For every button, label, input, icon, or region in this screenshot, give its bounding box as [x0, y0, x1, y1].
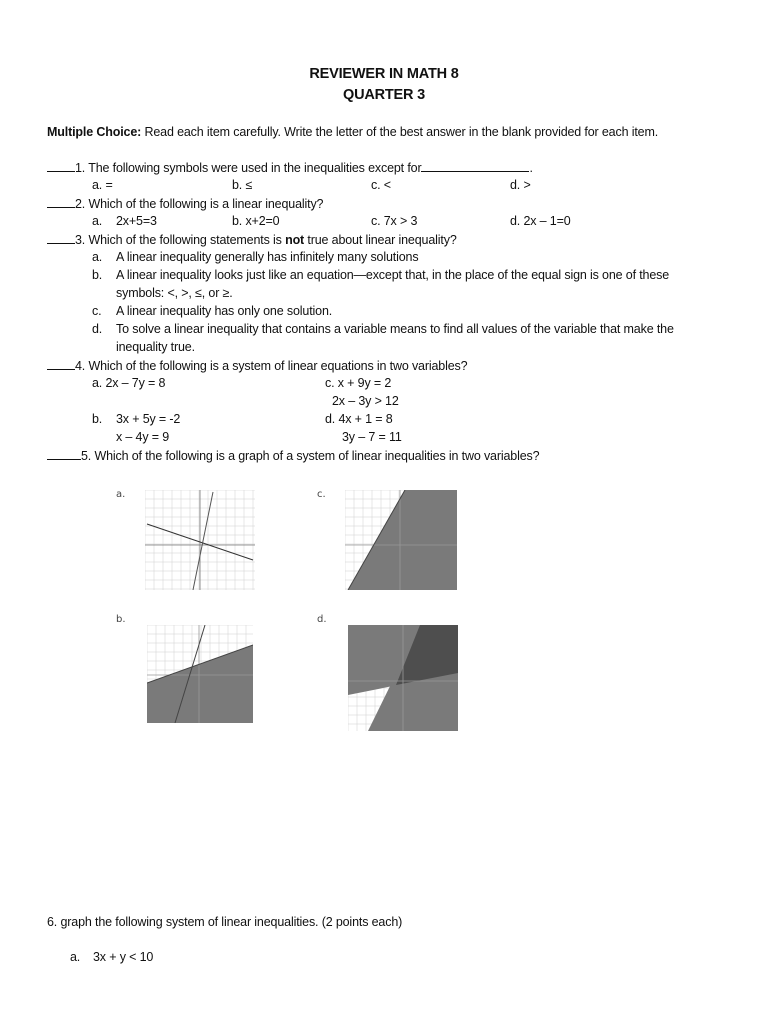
q3-option-b-cont: symbols: <, >, ≤, or ≥.	[116, 286, 233, 300]
question-1-end: .	[529, 161, 533, 175]
page-subtitle: QUARTER 3	[343, 87, 425, 103]
q3-option-b: A linear inequality looks just like an equation—except that, in the place of the equal sign is one of these	[116, 268, 670, 282]
q3-option-a-letter: a.	[92, 250, 103, 264]
fill-blank	[421, 159, 529, 172]
q3-option-d-letter: d.	[92, 322, 103, 336]
graph-a	[145, 490, 255, 590]
graph-a-label: a.	[116, 489, 126, 500]
question-3-emphasis: not	[285, 233, 305, 247]
q4-option-b-line2: x – 4y = 9	[116, 430, 170, 444]
q2-option-b: b. x+2=0	[232, 214, 280, 228]
graph-d-label: d.	[317, 614, 327, 625]
answer-blank[interactable]	[47, 447, 81, 460]
q3-option-c: A linear inequality has only one solution.	[116, 304, 333, 318]
question-3-stem-end: true about linear inequality?	[307, 233, 457, 247]
question-2	[47, 195, 323, 213]
q4-option-c-line1: c. x + 9y = 2	[325, 376, 392, 390]
question-2-stem: 2. Which of the following is a linear inequality?	[75, 197, 324, 211]
q4-option-d-line1: d. 4x + 1 = 8	[325, 412, 393, 426]
graph-b-shaded-region	[147, 645, 253, 723]
q1-option-a: a. =	[92, 178, 113, 192]
question-6: 6. graph the following system of linear inequalities. (2 points each)	[47, 915, 403, 929]
q3-option-d: To solve a linear inequality that contains a variable means to find all values of the variable that make the	[116, 322, 674, 336]
instructions-text: Read each item carefully. Write the letter of the best answer in the blank provided for each item.	[144, 125, 659, 139]
question-3	[47, 231, 457, 249]
question-4-stem: 4. Which of the following is a system of linear equations in two variables?	[75, 359, 468, 373]
graph-b-label: b.	[116, 614, 126, 625]
graph-b	[147, 625, 253, 723]
question-1-stem: 1. The following symbols were used in the inequalities except for	[75, 161, 422, 175]
q4-option-b-letter: b.	[92, 412, 103, 426]
graph-c-shaded-region	[348, 490, 457, 590]
graph-c	[345, 490, 457, 590]
graph-c-label: c.	[317, 489, 326, 500]
q3-option-c-letter: c.	[92, 304, 102, 318]
q4-option-d-line2: 3y – 7 = 11	[342, 430, 402, 444]
q6-item-a: 3x + y < 10	[93, 950, 154, 964]
q1-option-c: c. <	[371, 178, 391, 192]
q3-option-b-letter: b.	[92, 268, 103, 282]
answer-blank[interactable]	[47, 231, 75, 244]
q4-option-c-line2: 2x – 3y > 12	[332, 394, 399, 408]
question-4	[47, 357, 467, 375]
graph-d	[348, 625, 458, 731]
answer-blank[interactable]	[47, 195, 75, 208]
answer-blank[interactable]	[47, 357, 75, 370]
answer-blank[interactable]	[47, 159, 75, 172]
q3-option-a: A linear inequality generally has infinitely many solutions	[116, 250, 419, 264]
q2-option-d: d. 2x – 1=0	[510, 214, 571, 228]
q2-option-a: 2x+5=3	[116, 214, 157, 228]
q4-option-a: a. 2x – 7y = 8	[92, 376, 166, 390]
q1-option-d: d. >	[510, 178, 531, 192]
question-3-stem: 3. Which of the following statements is	[75, 233, 282, 247]
q2-option-c: c. 7x > 3	[371, 214, 418, 228]
instructions-label: Multiple Choice:	[47, 125, 142, 139]
instructions	[47, 124, 658, 141]
page-title: REVIEWER IN MATH 8	[309, 66, 459, 82]
question-5	[47, 447, 539, 465]
question-1	[47, 159, 533, 177]
q6-item-a-letter: a.	[70, 950, 81, 964]
q3-option-d-cont: inequality true.	[116, 340, 195, 354]
q2-option-a-letter: a.	[92, 214, 103, 228]
q1-option-b: b. ≤	[232, 178, 253, 192]
q4-option-b-line1: 3x + 5y = -2	[116, 412, 181, 426]
question-5-stem: 5. Which of the following is a graph of a system of linear inequalities in two variables?	[81, 449, 540, 463]
